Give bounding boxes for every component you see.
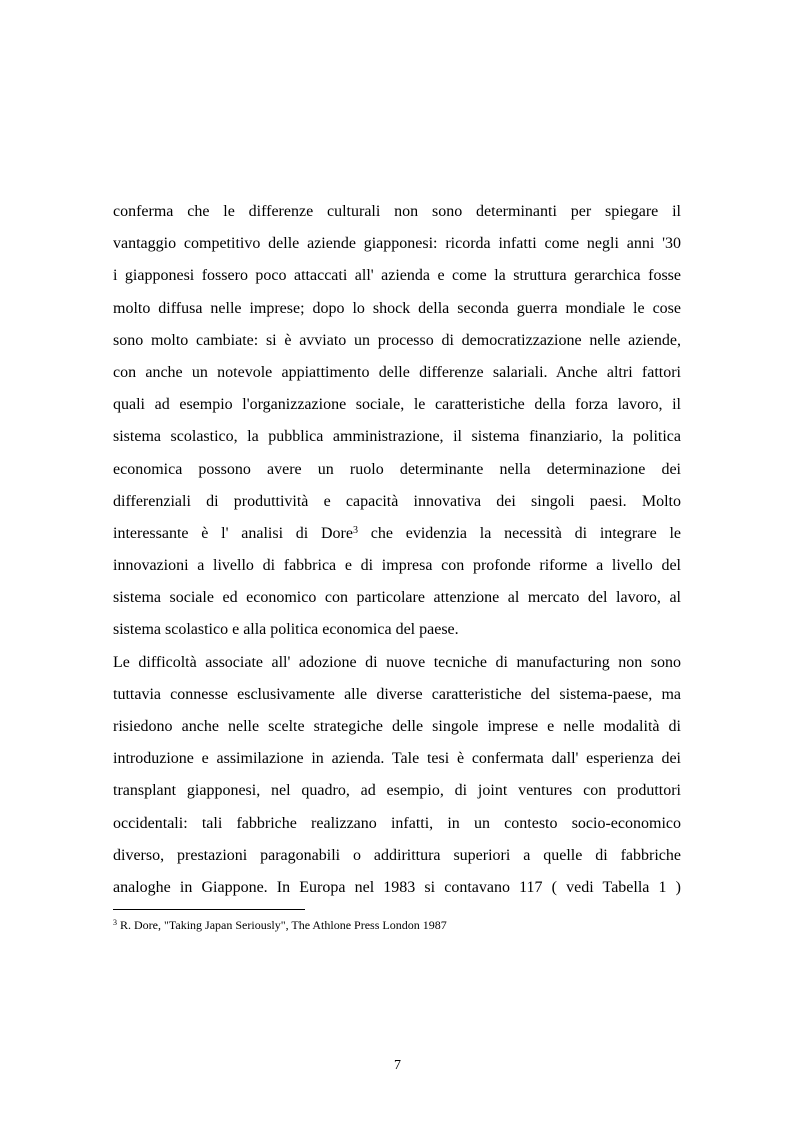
text-line: introduzione e assimilazione in azienda. Tale tesi è confermata dall' esperienza dei	[113, 750, 681, 768]
text-segment: che evidenzia la necessità di integrare le	[357, 524, 681, 542]
footnote-divider	[113, 909, 305, 910]
body-text	[113, 196, 681, 904]
text-line: tuttavia connesse esclusivamente alle diverse caratteristiche del sistema-paese, ma	[113, 685, 681, 703]
text-line: differenziali di produttività e capacità innovativa dei singoli paesi. Molto	[113, 492, 681, 510]
text-line: i giapponesi fossero poco attaccati all' azienda e come la struttura gerarchica fosse	[113, 267, 681, 285]
text-line: conferma che le differenze culturali non sono determinanti per spiegare il	[113, 203, 681, 220]
text-line: analoghe in Giappone. In Europa nel 1983 si contavano 117 ( vedi Tabella 1 )	[113, 878, 681, 896]
text-line: Le difficoltà associate all' adozione di nuove tecniche di manufacturing non sono	[113, 653, 681, 671]
text-line: con anche un notevole appiattimento delle differenze salariali. Anche altri fattori	[113, 363, 681, 381]
text-line: innovazioni a livello di fabbrica e di impresa con profonde riforme a livello del	[113, 557, 681, 575]
text-line: sistema scolastico e alla politica economica del paese.	[113, 621, 459, 639]
text-line: transplant giapponesi, nel quadro, ad esempio, di joint ventures con produttori	[113, 782, 681, 800]
page-number: 7	[394, 1058, 401, 1073]
text-line-footnote-ref	[113, 518, 681, 550]
footnote-marker: 3	[113, 918, 117, 927]
text-line: sono molto cambiate: si è avviato un processo di democratizzazione nelle aziende,	[113, 331, 681, 349]
text-segment: interessante è l' analisi di Dore	[113, 524, 353, 542]
text-line: risiedono anche nelle scelte strategiche delle singole imprese e nelle modalità di	[113, 718, 681, 735]
footnote-text: R. Dore, "Taking Japan Seriously", The Athlone Press London 1987	[117, 918, 447, 932]
text-line: vantaggio competitivo delle aziende giapponesi: ricorda infatti come negli anni '30	[113, 235, 681, 253]
footnote	[113, 917, 447, 933]
text-line: molto diffusa nelle imprese; dopo lo shock della seconda guerra mondiale le cose	[113, 299, 681, 317]
text-line: economica possono avere un ruolo determinante nella determinazione dei	[113, 460, 681, 478]
text-line: sistema sociale ed economico con particolare attenzione al mercato del lavoro, al	[113, 589, 681, 607]
text-line: diverso, prestazioni paragonabili o addirittura superiori a quelle di fabbriche	[113, 846, 681, 864]
text-line: quali ad esempio l'organizzazione sociale, le caratteristiche della forza lavoro, il	[113, 396, 681, 414]
footnote-reference[interactable]: 3	[352, 524, 358, 536]
text-line: occidentali: tali fabbriche realizzano infatti, in un contesto socio-economico	[113, 814, 681, 832]
text-line: sistema scolastico, la pubblica amministrazione, il sistema finanziario, la politica	[113, 428, 681, 446]
